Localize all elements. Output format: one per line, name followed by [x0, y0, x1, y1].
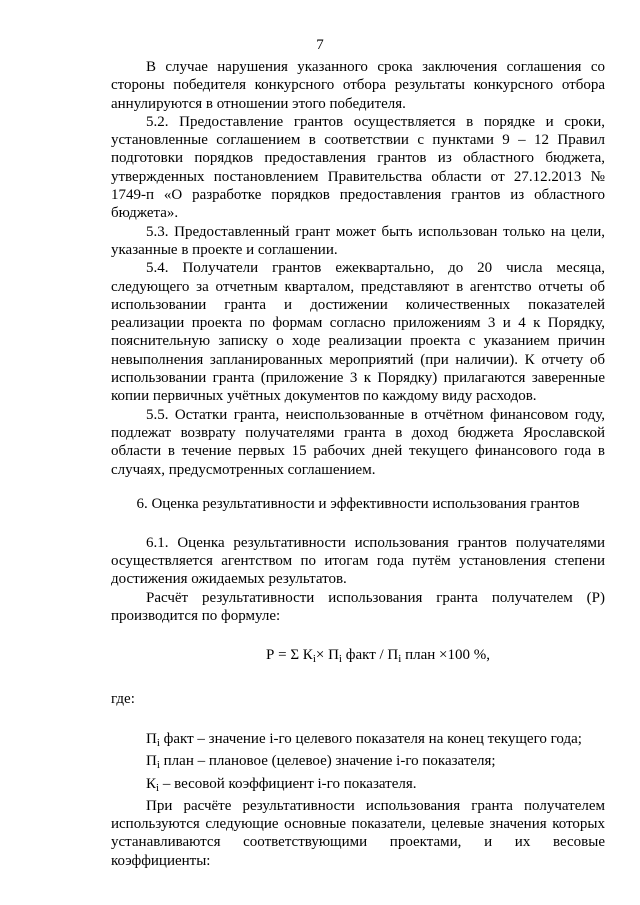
- paragraph-5-2: 5.2. Предоставление грантов осуществляется в порядке и сроки, установленные соглашением в соответствии с пунктами 9 – 12 Правил подготовки порядков предоставления грантов из областного бюджета, утвержденных постановлением Правительства области от 27.12.2013 № 1749-п «О разработке порядков предоставления грантов из областного бюджета».: [111, 113, 605, 222]
- paragraph-indicators: При расчёте результативности использования гранта получателем используются следующие основные показатели, целевые значения которых устанавливаются соответствующими проектами, и их весовые коэффициенты:: [111, 797, 605, 869]
- definition-weight: $К_i$ – весовой коэффициент i-го показателя.: [146, 775, 417, 794]
- section-heading-6: 6. Оценка результативности и эффективности использования грантов: [136, 495, 580, 512]
- definition-fact: $П_i$ факт – значение i-го целевого показателя на конец текущего года;: [146, 730, 582, 749]
- paragraph-5-3: 5.3. Предоставленный грант может быть использован только на цели, указанные в проекте и соглашении.: [111, 223, 605, 258]
- document-body: [111, 58, 605, 870]
- page-number: 7: [316, 37, 324, 53]
- where-label: где:: [111, 690, 135, 707]
- paragraph-6-1: 6.1. Оценка результативности использования грантов получателями осуществляется агентством по итогам года путём установления степени достижения ожидаемых результатов.: [111, 534, 605, 588]
- definition-plan: $П_i$ план – плановое (целевое) значение i-го показателя;: [146, 753, 496, 772]
- formula: Р = Σ $К_i\times П_i$ факт / $П_i$ план ×100 %,: [266, 647, 490, 666]
- paragraph-5-5: 5.5. Остатки гранта, неиспользованные в отчётном финансовом году, подлежат возврату получателями гранта в доход бюджета Ярославской области в течение первых 15 рабочих дней текущего финансового года в случаях, предусмотренных соглашением.: [111, 406, 605, 478]
- paragraph-calculation: Расчёт результативности использования гранта получателем (Р) производится по формуле:: [111, 589, 605, 625]
- paragraph-contract-violation: В случае нарушения указанного срока заключения соглашения со стороны победителя конкурсного отбора результаты конкурсного отбора аннулируются в отношении этого победителя.: [111, 59, 605, 112]
- paragraph-5-4: 5.4. Получатели грантов ежеквартально, до 20 числа месяца, следующего за отчетным кварталом, представляют в агентство отчеты об использовании гранта и достижении количественных показателей реализации проекта по формам согласно приложениям 3 и 4 к Порядку, пояснительную записку о ходе реализации проекта с указанием причин невыполнения запланированных мероприятий (при наличии). К отчету об использовании гранта (приложение 3 к Порядку) прилагаются заверенные копии первичных учётных документов по каждому виду расходов.: [111, 260, 605, 405]
